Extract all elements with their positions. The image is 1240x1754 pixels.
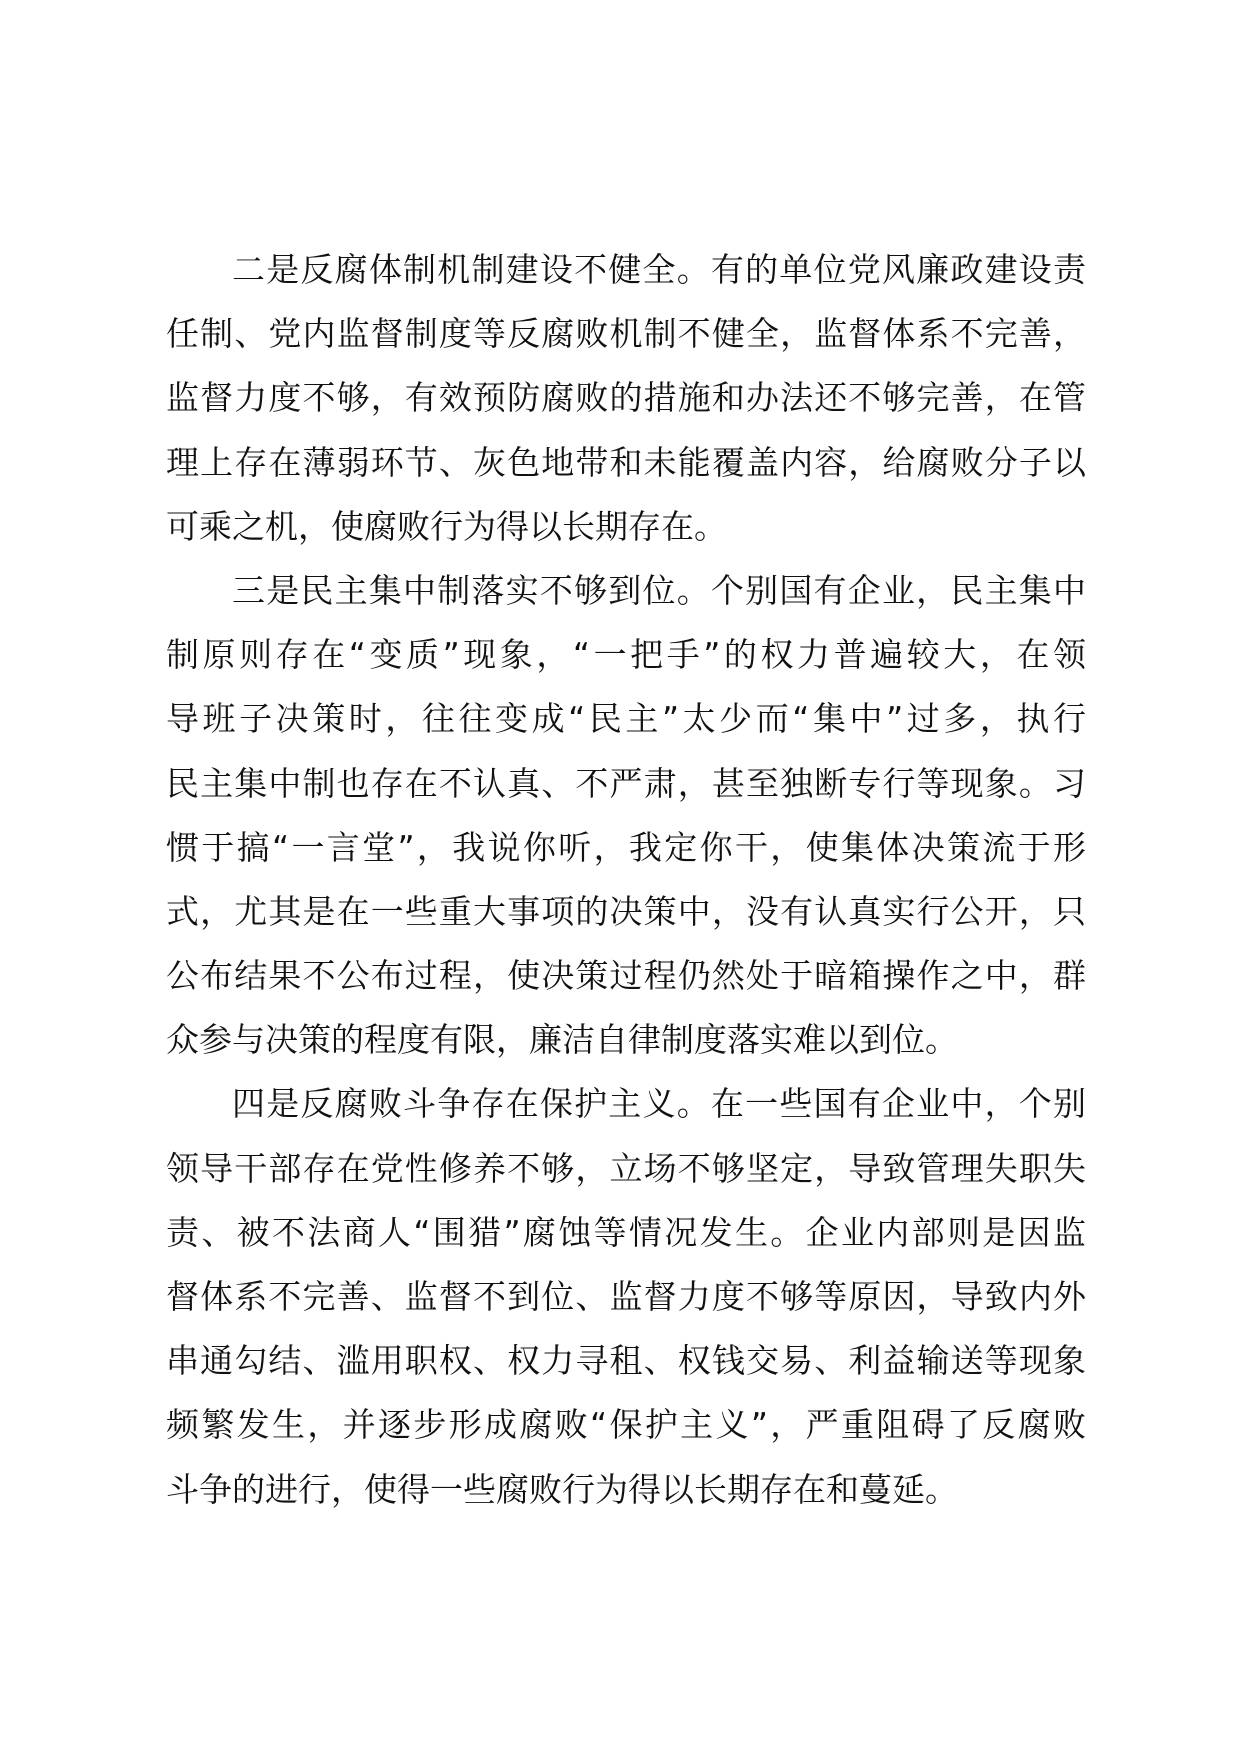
text-line: 三是民主集中制落实不够到位。个别国有企业，民主集中 xyxy=(232,570,1086,610)
paragraph-3 xyxy=(166,1072,1086,1521)
text-line: 串通勾结、滥用职权、权力寻租、权钱交易、利益输送等现象 xyxy=(166,1341,1086,1381)
text-line: 四是反腐败斗争存在保护主义。在一些国有企业中，个别 xyxy=(232,1084,1086,1124)
body-text xyxy=(166,238,1086,1522)
text-line: 督体系不完善、监督不到位、监督力度不够等原因，导致内外 xyxy=(166,1277,1086,1316)
text-line: 斗争的进行，使得一些腐败行为得以长期存在和蔓延。 xyxy=(166,1469,958,1509)
paragraph-2 xyxy=(166,559,1086,1073)
text-line: 二是反腐体制机制建设不健全。有的单位党风廉政建设责 xyxy=(232,250,1086,289)
text-line: 式，尤其是在一些重大事项的决策中，没有认真实行公开，只 xyxy=(166,891,1086,931)
text-line: 理上存在薄弱环节、灰色地带和未能覆盖内容，给腐败分子以 xyxy=(166,442,1086,482)
text-line: 可乘之机，使腐败行为得以长期存在。 xyxy=(166,506,727,546)
text-line: 民主集中制也存在不认真、不严肃，甚至独断专行等现象。习 xyxy=(166,763,1086,803)
paragraph-1 xyxy=(166,238,1086,559)
text-line: 责、被不法商人“围猎”腐蚀等情况发生。企业内部则是因监 xyxy=(166,1212,1086,1252)
text-line: 制原则存在“变质”现象，“一把手”的权力普遍较大，在领 xyxy=(166,635,1086,675)
text-line: 任制、党内监督制度等反腐败机制不健全，监督体系不完善， xyxy=(166,314,1086,354)
text-line: 频繁发生，并逐步形成腐败“保护主义”，严重阻碍了反腐败 xyxy=(166,1405,1086,1445)
text-line: 导班子决策时，往往变成“民主”太少而“集中”过多，执行 xyxy=(166,699,1086,739)
text-line: 众参与决策的程度有限，廉洁自律制度落实难以到位。 xyxy=(166,1020,958,1060)
text-line: 公布结果不公布过程，使决策过程仍然处于暗箱操作之中，群 xyxy=(166,956,1086,996)
text-line: 领导干部存在党性修养不够，立场不够坚定，导致管理失职失 xyxy=(166,1148,1086,1188)
text-line: 监督力度不够，有效预防腐败的措施和办法还不够完善，在管 xyxy=(166,378,1086,418)
text-line: 惯于搞“一言堂”，我说你听，我定你干，使集体决策流于形 xyxy=(166,827,1086,867)
